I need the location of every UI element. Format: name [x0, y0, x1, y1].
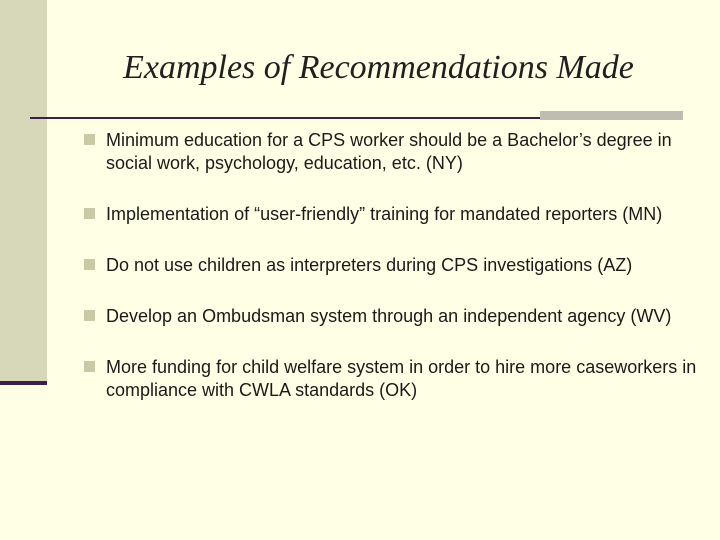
title-divider-grey: [540, 111, 683, 120]
bullet-item: [83, 254, 703, 277]
bullet-item: [83, 356, 703, 402]
bullet-list: [83, 129, 703, 430]
square-bullet-icon: [84, 361, 95, 372]
bullet-text: Minimum education for a CPS worker should be a Bachelor’s degree in social work, psychology, education, etc. (NY): [106, 130, 672, 173]
left-decorative-bar: [0, 0, 47, 384]
square-bullet-icon: [84, 310, 95, 321]
bullet-text: Implementation of “user-friendly” training for mandated reporters (MN): [106, 204, 663, 224]
square-bullet-icon: [84, 208, 95, 219]
bullet-item: [83, 305, 703, 328]
bullet-item: [83, 203, 703, 226]
square-bullet-icon: [84, 259, 95, 270]
left-bar-accent-line: [0, 381, 47, 385]
bullet-text: More funding for child welfare system in order to hire more caseworkers in compliance with CWLA standards (OK): [106, 357, 697, 400]
bullet-text: Develop an Ombudsman system through an independent agency (WV): [106, 306, 672, 326]
bullet-item: [83, 129, 703, 175]
title-divider-dark: [30, 117, 540, 119]
square-bullet-icon: [84, 134, 95, 145]
bullet-text: Do not use children as interpreters during CPS investigations (AZ): [106, 255, 633, 275]
slide-title: Examples of Recommendations Made: [123, 49, 634, 86]
